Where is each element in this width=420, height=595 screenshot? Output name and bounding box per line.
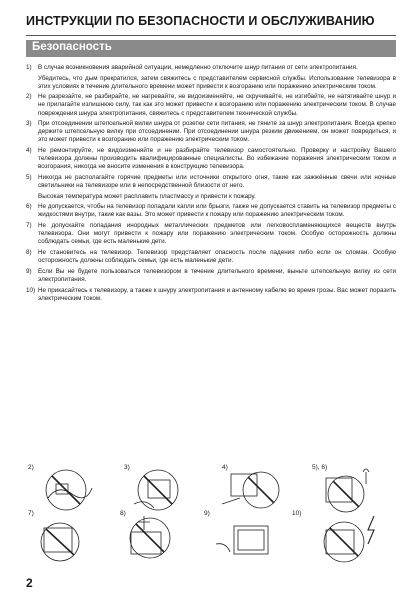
candle-vase-cartoon-icon xyxy=(326,469,369,512)
item-text: Не становитесь на телевизор. Телевизор представляет опасность после падения либо если он сломан. Особую осторожность должны соблюдать семьи, где есть маленькие дети. xyxy=(38,249,396,265)
illustration-label: 2) xyxy=(28,464,34,471)
illustration-label: 5), 6) xyxy=(312,464,328,471)
item-number: 7) xyxy=(26,222,32,230)
page-number: 2 xyxy=(26,576,33,590)
item-text: Не допускается, чтобы на телевизор попадали капли или брызги, также не допускается ставить на телевизор предметы с жидкостями внутри, такие как вазы. Это может привести к пожару или поражению электрическим током. xyxy=(38,203,396,219)
cord-cartoon-icon xyxy=(46,470,92,510)
item-number: 3) xyxy=(26,120,32,128)
item-number: 10) xyxy=(26,286,36,294)
instruction-item-8 xyxy=(26,249,396,265)
item-subtext: Высокая температура может расплавить пластмассу и привести к пожару. xyxy=(38,192,256,200)
instruction-item-3 xyxy=(26,120,396,144)
item-text: Не допускайте попадания инородных металлических предметов или легковоспламеняющихся веществ внутрь телевизора. Они могут привести к пожару или поражению электрическим током. Особую осторожность должны соблюдать семьи, где есть маленькие дети. xyxy=(38,222,396,246)
item-text: При отсоединении штепсельной вилки шнура от розетки сети питания, не тяните за шнур электропитания. Всегда крепко держите штепсельную вилку при отсоединении. При отсоединении шнура резким движением, он может повредиться, и это может привести к возгоранию или поражению электрическим током. xyxy=(38,120,396,144)
safety-illustrations xyxy=(26,464,396,566)
section-header xyxy=(26,40,396,57)
instruction-item-10 xyxy=(26,287,396,303)
item-text: Не прикасайтесь к телевизору, а также к шнуру электропитания и антенному кабелю во время грозы. Вас может поразить электрическим током. xyxy=(38,286,396,302)
item-number: 8) xyxy=(26,249,32,257)
item-number: 6) xyxy=(26,203,32,211)
unplug-cartoon-icon xyxy=(134,470,178,510)
item-number: 9) xyxy=(26,267,32,275)
item-text: Не разрезайте, не разбирайте, не нагревайте, не видоизменяйте, не скручивайте, не изгибайте, не натягивайте шнур и не прилагайте излишнюю силу, так как это может привести к возгоранию или поражению электрическим током. В случае повреждения шнура электропитания, свяжитесь с представителем технической службы. xyxy=(38,93,396,117)
instruction-item-2 xyxy=(26,93,396,117)
illustration-label: 3) xyxy=(124,464,130,471)
item-number: 1) xyxy=(26,64,32,71)
illustration-label: 4) xyxy=(222,464,228,471)
instruction-item-9 xyxy=(26,268,396,284)
illustration-label: 10) xyxy=(292,510,302,517)
no-repair-cartoon-icon xyxy=(222,472,279,508)
illustration-label: 8) xyxy=(120,510,126,517)
title-divider xyxy=(26,35,396,36)
item-subtext: Убедитесь, что дым прекратился, затем свяжитесь с представителем сервисной службы. Использование телевизора в этих условиях в течение длительного времени может привести к возгоранию или поражению электрическим током. xyxy=(38,74,396,90)
section-title: Безопасность xyxy=(32,41,112,53)
item-text: Если Вы не будете пользоваться телевизором в течение длительного времени, выньте штепсельную вилку из сети электропитания. xyxy=(38,267,396,283)
item-number: 2) xyxy=(26,93,32,101)
item-text: Не ремонтируйте, не видоизменяйте и не разбирайте телевизор самостоятельно. Проверку и настройку Вашего телевизора должны производить квалифицированные специалисты. Во избежание поражения электрическим током и возгорания, никогда не вносите изменения в конструкцию телевизора. xyxy=(38,147,396,171)
illustration-label: 7) xyxy=(28,510,34,517)
illustration-label: 9) xyxy=(204,510,210,517)
item-text: Никогда не располагайте горячие предметы или источники открытого огня, такие как зажжённые свечи или ночные светильники на телевизоре или в непосредственной близости от него. xyxy=(38,174,396,190)
foreign-objects-cartoon-icon xyxy=(41,523,79,561)
lightning-cartoon-icon xyxy=(324,516,374,562)
item-number: 5) xyxy=(26,174,32,181)
item-number: 4) xyxy=(26,147,32,155)
item-text: В случае возникновения аварийной ситуации, немедленно отключите шнур питания от сети электропитания. xyxy=(38,64,358,71)
illustration-drawings xyxy=(26,464,396,566)
instruction-item-1 xyxy=(26,64,396,91)
safety-instructions-list xyxy=(26,64,396,305)
page-title: ИНСТРУКЦИИ ПО БЕЗОПАСНОСТИ И ОБСЛУЖИВАНИЮ xyxy=(26,14,375,28)
instruction-item-7 xyxy=(26,222,396,246)
instruction-item-6 xyxy=(26,203,396,219)
instruction-item-5 xyxy=(26,174,396,201)
instruction-item-4 xyxy=(26,147,396,171)
unused-tv-cartoon-icon xyxy=(216,526,268,554)
no-standing-cartoon-icon xyxy=(130,516,170,558)
